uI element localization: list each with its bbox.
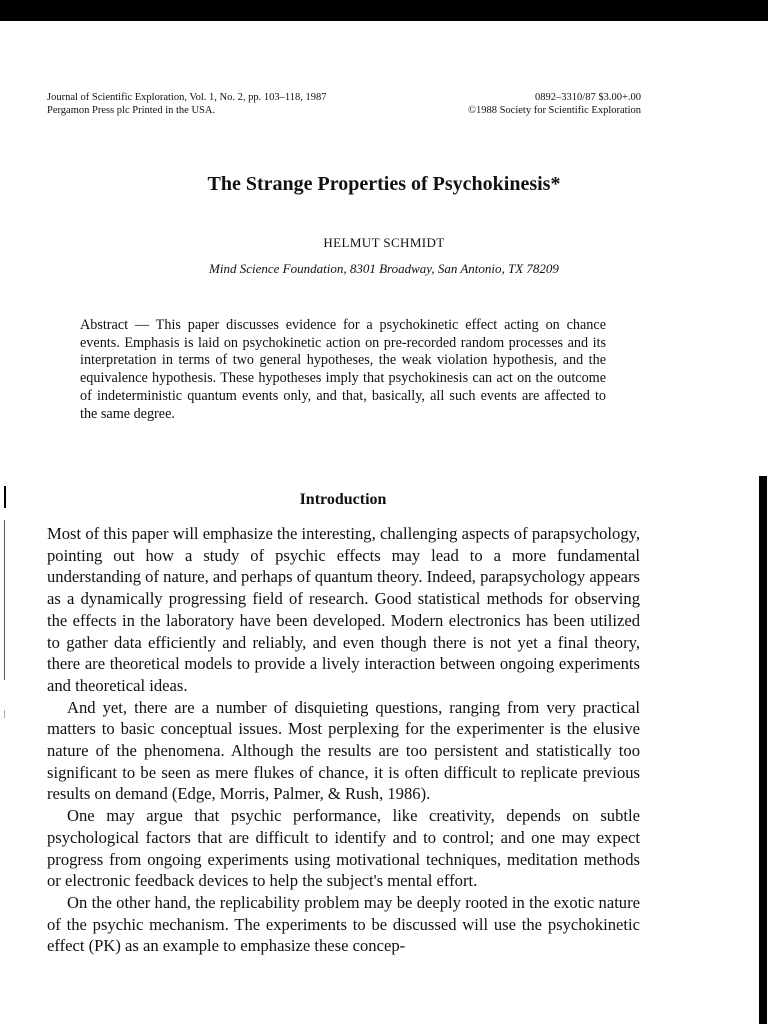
copyright-line: ©1988 Society for Scientific Exploration (467, 105, 641, 116)
journal-citation-line: Journal of Scientific Exploration, Vol. 1, No. 2, pp. 103–118, 1987 (47, 92, 327, 103)
paper-title: The Strange Properties of Psychokinesis* (207, 173, 561, 195)
body-text (47, 523, 640, 957)
paragraph: On the other hand, the replicability problem may be deeply rooted in the exotic nature of the psychic mechanism. The experiments to be discussed will use the psychokinetic effect (PK) as an example to emphasize these concep- (47, 892, 640, 956)
scan-left-edge-line (4, 520, 5, 680)
paragraph: One may argue that psychic performance, like creativity, depends on subtle psychological factors that are difficult to identify and to control; and one may expect progress from ongoing experiments using motivational techniques, meditation methods or electronic feedback devices to help the subject's mental effort. (47, 806, 640, 891)
issn-copyright (468, 91, 641, 117)
issn-price-line: 0892–3310/87 $3.00+.00 (535, 92, 641, 103)
author-affiliation: Mind Science Foundation, 8301 Broadway, San Antonio, TX 78209 (209, 261, 559, 276)
paragraph: Most of this paper will emphasize the interesting, challenging aspects of parapsychology, pointing out how a study of psychic effects may lead to a more fundamental understanding of nature, and perhaps of quantum theory. Indeed, parapsychology appears as a dynamically progressing field of research. Good statistical methods for observing the effects in the laboratory have been developed. Modern electronics has been utilized to gather data efficiently and reliably, and even though there is not yet a final theory, there are theoretical models to provide a lively interaction between ongoing experiments and theoretical ideas. (47, 524, 640, 695)
section-heading: Introduction (299, 491, 387, 508)
scan-left-edge-tick (4, 710, 5, 718)
abstract: Abstract — This paper discusses evidence for a psychokinetic effect acting on chance events. Emphasis is laid on psychokinetic action on pre-recorded random processes and its interpretation in terms of two general hypotheses, the weak violation hypothesis, and the equivalence hypothesis. These hypotheses imply that psychokinesis can act on the outcome of indeterministic quantum events only, and that, basically, all such events are affected to the same degree. (80, 317, 606, 422)
scan-right-edge-bar (759, 476, 767, 1024)
publisher-line: Pergamon Press plc Printed in the USA. (47, 105, 216, 116)
paragraph: And yet, there are a number of disquieting questions, ranging from very practical matters to basic conceptual issues. Most perplexing for the experimenter is the elusive nature of the phenomena. Although the results are too persistent and statistically too significant to be seen as mere flukes of chance, it is often difficult to replicate previous results on demand (Edge, Morris, Palmer, & Rush, 1986). (47, 697, 640, 804)
scan-left-edge-mark (4, 486, 6, 508)
author-name: HELMUT SCHMIDT (323, 235, 445, 250)
journal-citation (47, 91, 327, 117)
scan-top-border (0, 0, 768, 21)
